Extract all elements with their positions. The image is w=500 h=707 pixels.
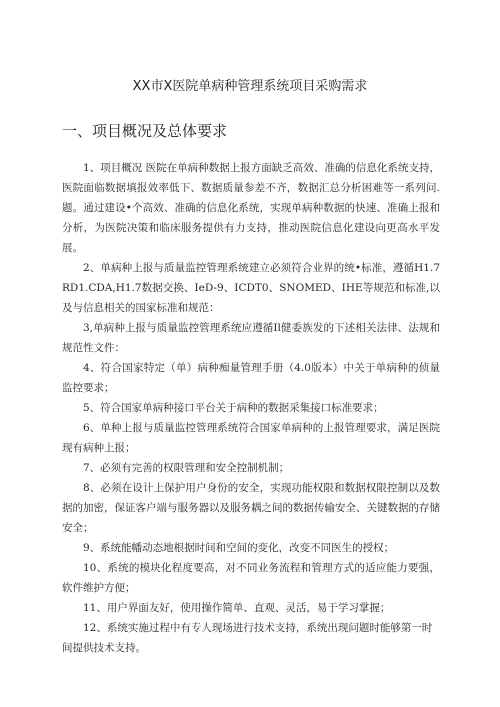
- paragraph-9: 9、系统能幡动态地根据时间和空间的变化，改变不同医生的授权；: [83, 542, 395, 554]
- paragraph-12-line-2: 间提供技术支持。: [62, 642, 146, 654]
- paragraph-3: 3,单病种上报与质量监控管理系统应遵循Il健委族发的下述相关法律、法规和规范性文件：: [62, 322, 440, 354]
- paragraph-6: 6、单种上报与质量监控管理系统符合国家单病种的上报管理要求，满足医院现有病种上报；: [62, 422, 440, 454]
- document-body: [62, 158, 440, 658]
- paragraph-11: 11、用户界面友好，使用操作简单、直观、灵活，易于学习掌握；: [83, 602, 391, 614]
- paragraph-2: 2、单病种上报与质量监控管理系统建立必须符合业界的统•标准，遵循H1.7RD1.CDA,H1.7数据交换、IeD-9、ICDT0、SNOMED、IHE等规范和标准,以及与信息相关的国家标准和规范：: [62, 262, 440, 314]
- paragraph-7: 7、必须有完善的权限管理和安全控制机制；: [83, 462, 290, 474]
- document-title: XX市X医院单病种管理系统项目采购需求: [132, 79, 368, 94]
- paragraph-1: 1、项目概况 医院在单病种数据上报方面缺乏高效、准确的信息化系统支持，医院面临数据填报效率低下、数据质量参差不齐，数据汇总分析困难等一系列问.题。通过建设•个高效、准确的信息化系统，实现单病种数据的快速、准确上报和分析，为医院决策和临床服务提供有力支持，推动医院信息化建设向更高水平发展。: [62, 162, 440, 254]
- paragraph-4: 4、符合国家特定（单）病种痴量管理手册（4.0版本）中关于单病种的侦量监控要求；: [62, 362, 440, 394]
- paragraph-12-line-1: 12、系统实施过程中有专人现场进行技术支持，系统出现问题时能够第一时: [83, 622, 433, 634]
- paragraph-12: [62, 618, 440, 658]
- paragraph-5: 5、符合国家单病种接口平台关于病种的数据采集接口标准要求；: [83, 402, 384, 414]
- section-heading: 一、项目概况及总体要求: [62, 122, 228, 140]
- paragraph-8: 8、必须在设计上保护用户身份的安全，实现功能权限和数据权限控制以及数据的加密，保证客户端与服务器以及服务耦之间的数据传输安全、关键数据的存储安全；: [62, 482, 440, 534]
- paragraph-10: 10、系统的模块化程度要高，对不同业务流程和管理方式的适应能力要强，软件维护方便；: [62, 562, 440, 594]
